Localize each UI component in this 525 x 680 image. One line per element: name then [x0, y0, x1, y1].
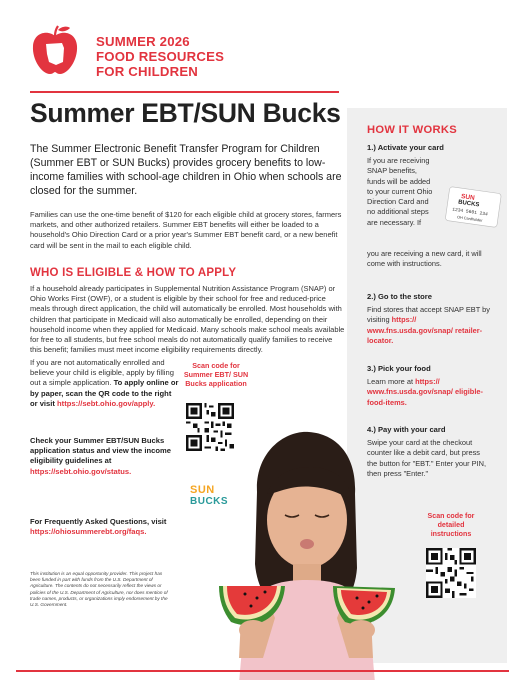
- header-line-2: FOOD RESOURCES: [96, 49, 225, 64]
- apply-bold-text: To apply online or by paper, scan the QR code to the right or visit: [30, 378, 179, 408]
- apply-intro-text: If you are not automatically enrolled and believe your child is eligible, apply by filling out a simple application.: [30, 358, 174, 388]
- faq-link[interactable]: https://ohiosummerebt.org/faqs.: [30, 527, 147, 537]
- sun-logo-line-2: BUCKS: [190, 496, 229, 507]
- card-brand-bottom: BUCKS: [457, 199, 480, 209]
- header-divider: [30, 91, 339, 93]
- card-brand-top: SUN: [460, 193, 476, 202]
- step-1-text: If you are receiving SNAP benefits, funds will be added to your current Ohio Direction Card and no additional steps are necessary. If: [367, 156, 433, 227]
- step-2-body: Find stores that accept SNAP EBT by visiting: [367, 305, 490, 325]
- header-title: [96, 34, 286, 79]
- qr-code-instructions[interactable]: [426, 548, 476, 598]
- step-1-title: 1.) Activate your card: [367, 143, 444, 152]
- step-3-text: [367, 377, 492, 408]
- usda-disclaimer: This institution is an equal opportunity provider. This project has been funded in part with funds from the U.S. Department of Agriculture. The contents do not necessarily reflect the views or policies of the U.S. Department of Agriculture, nor does mention of trade names, products, or organizations imply endorsement by the U.S. Government.: [30, 571, 168, 608]
- status-check-label: Check your Summer EBT/SUN Bucks application status and view the income eligibility guidelines at: [30, 436, 171, 466]
- apply-instructions: [30, 358, 180, 409]
- page-title: Summer EBT/SUN Bucks: [30, 98, 341, 128]
- retailer-locator-link[interactable]: https:// www.fns.usda.gov/snap/ retailer-locator.: [367, 315, 483, 345]
- eligibility-paragraph: If a household already participates in Supplemental Nutrition Assistance Program (SNAP) or Ohio Works First (OWF), or a student is eligible by their school for free and reduced-price meals through direct application, the child will automatically be enrolled. Most households with children that participate in Medicaid will also automatically be enrolled, depending on their household income when they applied for Medicaid. Many schools make school meals available for free to all students, but free school meals do not automatically qualify families to receive this benefit; families must meet income eligibility requirements directly.: [30, 284, 345, 355]
- apply-link[interactable]: https://sebt.ohio.gov/apply.: [57, 398, 156, 408]
- sun-bucks-card-image: [443, 186, 503, 232]
- scan-apply-caption: Scan code for Summer EBT/ SUN Bucks application: [183, 361, 249, 388]
- footer-divider: [16, 670, 509, 672]
- status-check-text: [30, 436, 180, 477]
- how-it-works-heading: HOW IT WORKS: [367, 124, 457, 136]
- faq-text: [30, 517, 190, 537]
- ohio-apple-logo: [30, 24, 80, 76]
- benefit-paragraph: Families can use the one-time benefit of $120 for each eligible child at grocery stores, farmers markets, and other authorized retailers. Summer EBT benefits will either be loaded to a household's Ohio Direction Card or a prior year's Summer EBT benefit card, or a new benefit card will be sent in the mail to each eligible child.: [30, 210, 342, 250]
- step-3-body: Learn more at: [367, 377, 414, 386]
- faq-label: For Frequently Asked Questions, visit: [30, 517, 167, 526]
- header-line-3: FOR CHILDREN: [96, 64, 199, 79]
- eligibility-heading: WHO IS ELIGIBLE & HOW TO APPLY: [30, 267, 237, 279]
- sun-logo-line-1: SUN: [190, 484, 215, 496]
- step-4-title: 4.) Pay with your card: [367, 425, 446, 434]
- card-number: 1234 5601 234: [451, 207, 489, 218]
- intro-paragraph: The Summer Electronic Benefit Transfer Program for Children (Summer EBT or SUN Bucks) provides grocery benefits to low-income families with school-age children in Ohio when schools are closed for the summer.: [30, 143, 342, 197]
- scan-details-caption: Scan code for detailed instructions: [427, 512, 475, 538]
- eligible-foods-link[interactable]: https:// www.fns.usda.gov/snap/ eligible-food-items.: [367, 377, 483, 407]
- step-2-text: [367, 305, 492, 346]
- step-4-text: Swipe your card at the checkout counter like a debit card, but press the button for "EBT." Enter your PIN, then press "Enter.": [367, 438, 487, 478]
- step-3-title: 3.) Pick your food: [367, 364, 431, 373]
- header-line-1: SUMMER 2026: [96, 34, 190, 49]
- step-2-title: 2.) Go to the store: [367, 292, 432, 301]
- status-link[interactable]: https://sebt.ohio.gov/status.: [30, 466, 132, 476]
- card-holder: OH Cardholder: [456, 215, 483, 223]
- step-1-text-continued: you are receiving a new card, it will come with instructions.: [367, 249, 482, 269]
